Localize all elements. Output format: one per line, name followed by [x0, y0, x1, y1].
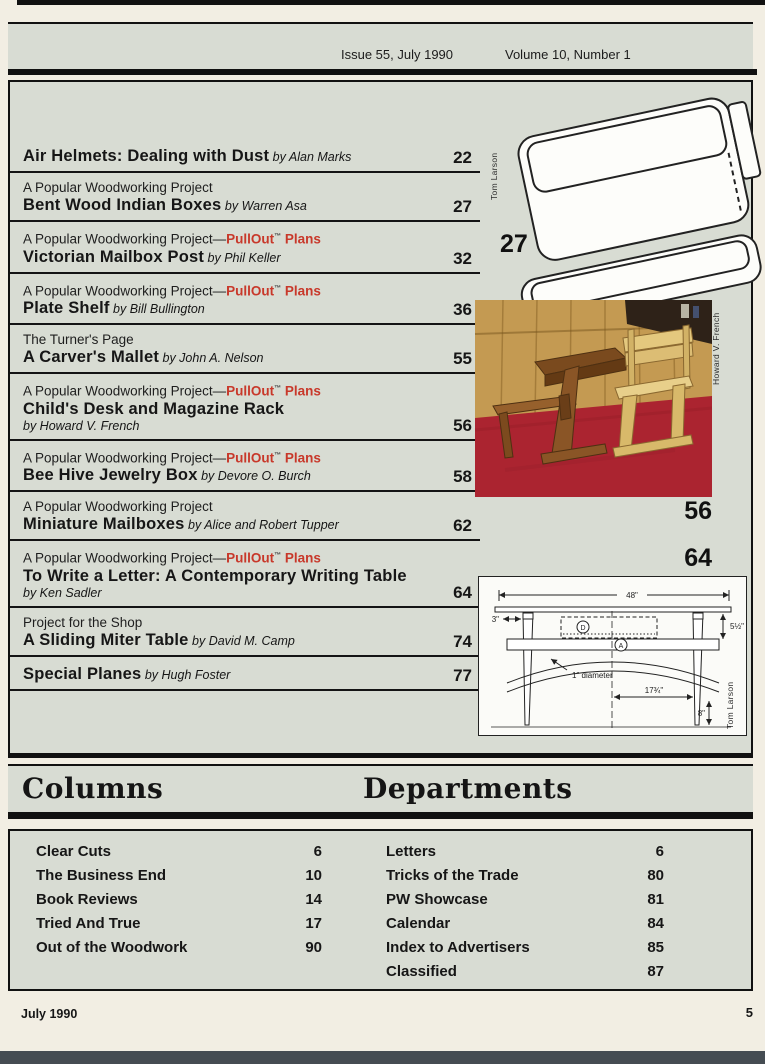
article-page-number: 36: [453, 300, 472, 319]
list-item: [386, 888, 664, 912]
departments-list: [386, 840, 664, 984]
list-item-label: Calendar: [386, 915, 451, 932]
list-item: [36, 864, 322, 888]
article-page-number: 64: [453, 582, 472, 602]
article-title-row: [23, 664, 425, 684]
toc-entry: [10, 608, 480, 657]
list-item-page: 17: [305, 915, 322, 932]
volume-label: Volume 10, Number 1: [505, 47, 631, 62]
bent-box-illustration: [488, 90, 765, 300]
list-item-page: 85: [647, 939, 664, 956]
list-item: [36, 888, 322, 912]
dim-half-span: 17¾": [644, 686, 664, 695]
toc-entry: [10, 274, 480, 326]
list-item-label: Out of the Woodwork: [36, 939, 188, 956]
article-title-row: [23, 399, 472, 419]
toc-entry: [10, 173, 480, 222]
toc-entry: [10, 492, 480, 541]
article-kicker: Project for the Shop: [23, 614, 143, 630]
list-item-page: 6: [655, 843, 664, 860]
article-author: by Warren Asa: [221, 199, 307, 213]
article-title-row: [23, 146, 425, 166]
article-page-number: 77: [453, 665, 472, 685]
list-item-page: 80: [647, 867, 664, 884]
box-body: [515, 95, 751, 263]
list-item-page: 14: [305, 891, 322, 908]
writing-table-drawing: [478, 576, 747, 736]
sections-lists: [8, 829, 753, 991]
article-author: by Hugh Foster: [141, 667, 231, 682]
list-item: [386, 864, 664, 888]
article-author: by Howard V. French: [23, 418, 140, 433]
article-title: Special Planes: [23, 664, 142, 683]
childs-desk-photo: [475, 300, 712, 497]
box-photo-credit: Tom Larson: [489, 152, 499, 200]
article-title-row: [23, 347, 425, 367]
article-title-row: [23, 195, 425, 215]
list-item-page: 6: [313, 843, 322, 860]
article-kicker: A Popular Woodworking Project—PullOut™ Plans: [23, 231, 321, 247]
article-page-number: 27: [453, 197, 472, 216]
list-item: [386, 960, 664, 984]
list-item-page: 90: [305, 939, 322, 956]
article-page-number: 22: [453, 148, 472, 167]
box-page-number: 27: [500, 230, 528, 258]
toc-entry: [10, 374, 480, 441]
list-item-label: The Business End: [36, 867, 167, 884]
toc-entry: [10, 657, 480, 691]
list-item: [386, 840, 664, 864]
article-title: A Carver's Mallet: [23, 348, 160, 366]
list-item-label: PW Showcase: [386, 891, 488, 908]
article-title: Plate Shelf: [23, 299, 110, 317]
article-title: Child's Desk and Magazine Rack: [23, 399, 285, 418]
folio-page-number: 5: [745, 1005, 753, 1020]
list-item: [386, 936, 664, 960]
article-title: Bee Hive Jewelry Box: [23, 466, 198, 484]
article-author: by Alice and Robert Tupper: [184, 518, 339, 532]
callout-drawer: D: [580, 625, 586, 632]
header-thick-rule: [8, 69, 757, 75]
article-page-number: 55: [453, 349, 472, 368]
columns-heading: Columns: [22, 772, 164, 805]
issue-label: Issue 55, July 1990: [341, 47, 454, 62]
list-item-page: 10: [305, 867, 322, 884]
list-item-label: Letters: [386, 843, 437, 860]
dim-leg-height: 8": [697, 709, 705, 718]
article-title: Air Helmets: Dealing with Dust: [23, 147, 270, 165]
list-item-page: 87: [647, 963, 664, 980]
toc-entry: [10, 441, 480, 493]
article-kicker: A Popular Woodworking Project—PullOut™ Plans: [23, 450, 321, 465]
list-item-page: 84: [647, 915, 664, 932]
article-kicker: A Popular Woodworking Project—PullOut™ Plans: [23, 383, 321, 399]
list-item-label: Clear Cuts: [36, 843, 112, 860]
toc-entry: [10, 541, 480, 608]
dim-left: 3": [491, 615, 499, 624]
article-author: by Alan Marks: [269, 150, 352, 164]
toc-entry: [10, 222, 480, 274]
article-kicker: A Popular Woodworking Project—PullOut™ Plans: [23, 550, 321, 566]
bottom-rule: [0, 1051, 765, 1064]
article-title: A Sliding Miter Table: [23, 630, 189, 649]
article-title: Bent Wood Indian Boxes: [23, 196, 222, 214]
table-drawing-credit: Tom Larson: [725, 681, 735, 729]
list-item-label: Book Reviews: [36, 891, 138, 908]
article-page-number: 32: [453, 248, 472, 268]
list-item-label: Tricks of the Trade: [386, 867, 519, 884]
article-list: [10, 139, 480, 691]
article-kicker: A Popular Woodworking Project: [23, 499, 213, 514]
article-author: by David M. Camp: [188, 633, 295, 648]
article-title-row: [23, 298, 425, 318]
list-item: [36, 936, 322, 960]
article-author: by Phil Keller: [204, 250, 281, 265]
dim-right: 5½": [730, 622, 744, 631]
article-page-number: 74: [453, 631, 472, 651]
article-author: by Devore O. Burch: [197, 469, 311, 483]
departments-heading: Departments: [363, 772, 573, 805]
list-item-label: Classified: [386, 963, 457, 980]
article-kicker: A Popular Woodworking Project—PullOut™ Plans: [23, 283, 321, 298]
desk-page-number: 56: [684, 497, 712, 525]
article-title: Victorian Mailbox Post: [23, 247, 205, 266]
article-title-row: [23, 630, 425, 650]
article-author: by Bill Bullington: [109, 302, 205, 316]
list-item: [36, 840, 322, 864]
table-page-number: 64: [684, 544, 712, 572]
article-page-number: 58: [453, 467, 472, 486]
dim-top-width: 48": [626, 591, 638, 600]
article-title-row: [23, 465, 425, 485]
sections-band: [8, 764, 753, 819]
article-author: by John A. Nelson: [159, 351, 264, 365]
list-item: [386, 912, 664, 936]
callout-rail: A: [618, 643, 624, 650]
article-title: To Write a Letter: A Contemporary Writing Table: [23, 566, 407, 585]
top-rule: [17, 0, 765, 5]
list-item-label: Tried And True: [36, 915, 141, 932]
article-page-number: 62: [453, 516, 472, 535]
issue-header: [8, 22, 753, 71]
article-page-number: 56: [453, 415, 472, 435]
article-title-row: [23, 247, 425, 267]
desk-photo-credit: Howard V. French: [711, 312, 721, 385]
article-author: by Ken Sadler: [23, 585, 102, 600]
footer-date: July 1990: [21, 1007, 78, 1021]
article-kicker: The Turner's Page: [23, 332, 134, 347]
columns-list: [36, 840, 322, 960]
list-item-label: Index to Advertisers: [386, 939, 530, 956]
article-title-row: [23, 514, 425, 534]
toc-entry: [10, 325, 480, 374]
article-title: Miniature Mailboxes: [23, 515, 185, 533]
list-item-page: 81: [647, 891, 664, 908]
article-kicker: A Popular Woodworking Project: [23, 180, 213, 195]
article-title-row: [23, 566, 472, 586]
dim-dowel: 1" diameter: [572, 671, 613, 680]
list-item: [36, 912, 322, 936]
toc-entry: [10, 139, 480, 173]
